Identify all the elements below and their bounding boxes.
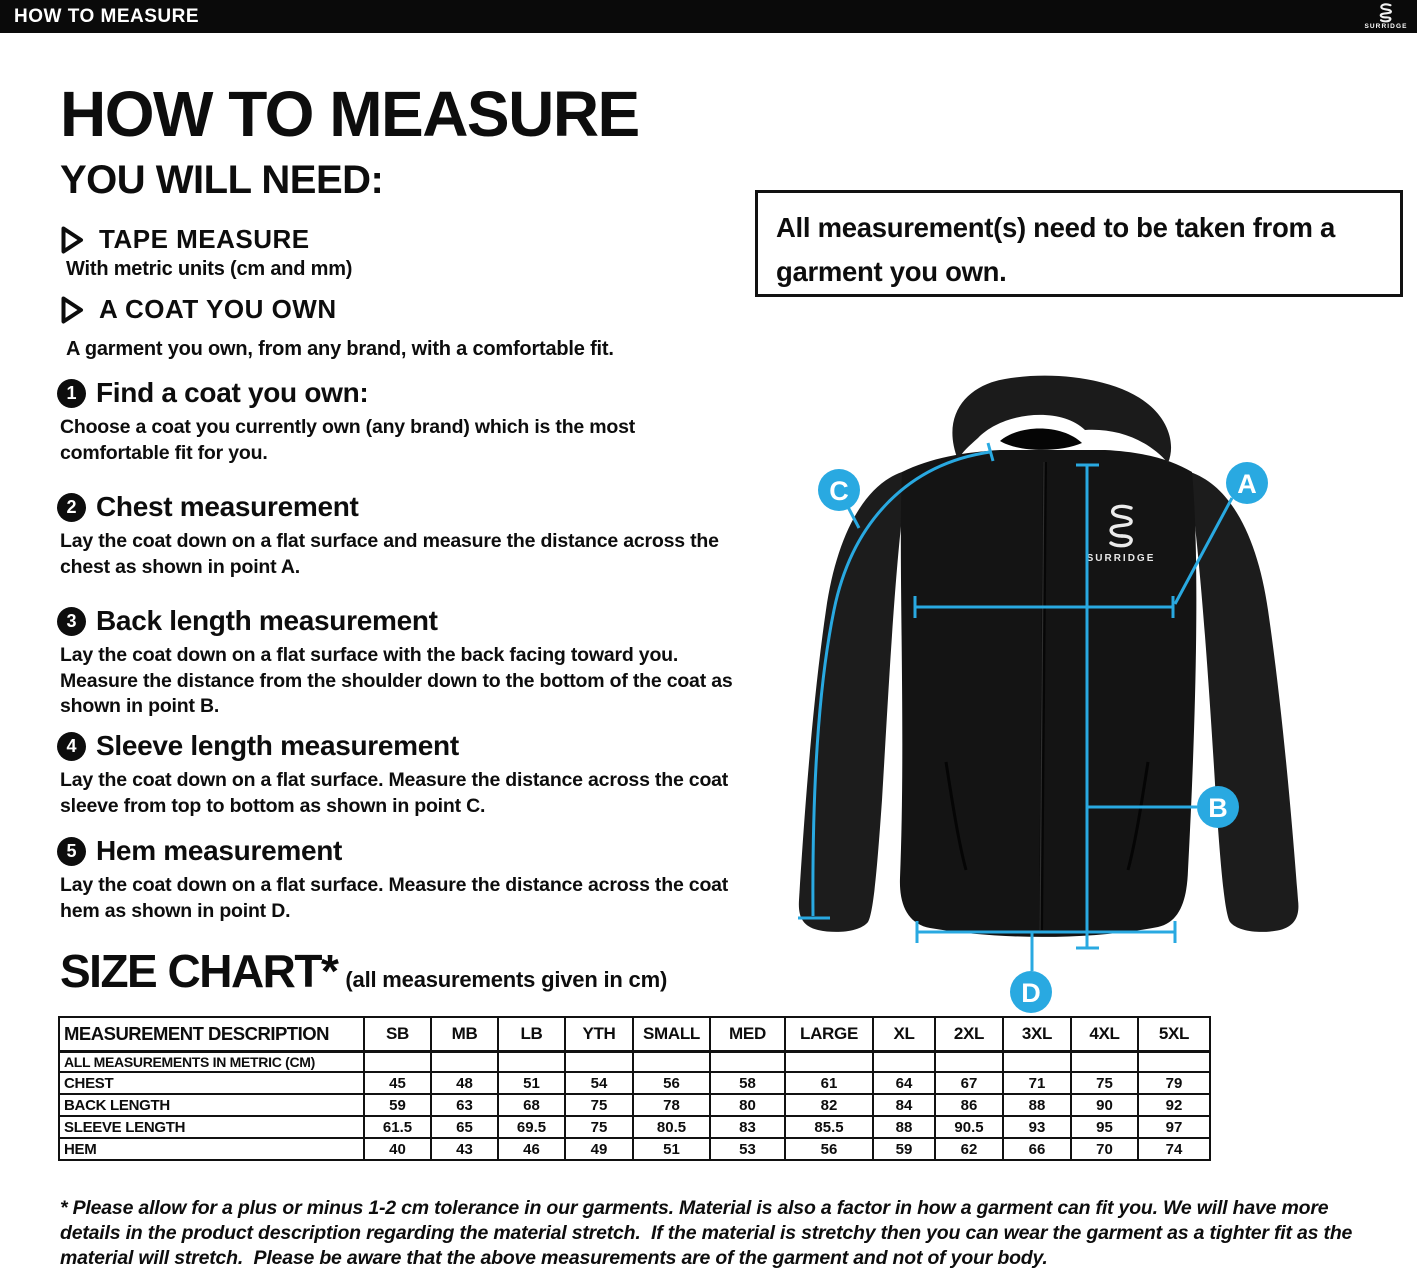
measurement-value-cell: 51 [633,1138,710,1160]
requirement-coat [60,294,337,325]
step-title: Sleeve length measurement [96,730,459,761]
column-header-size: 3XL [1003,1017,1071,1051]
requirement-description: A garment you own, from any brand, with a comfortable fit. [66,338,614,360]
size-chart-data-row [59,1094,1210,1116]
callout-text: All measurement(s) need to be taken from a garment you own. [776,212,1335,287]
size-chart-subtitle: (all measurements given in cm) [345,967,668,992]
column-header-size: LB [498,1017,565,1051]
size-chart-data-row [59,1072,1210,1094]
measurement-value-cell: 43 [431,1138,498,1160]
measurement-value-cell: 74 [1138,1138,1210,1160]
empty-cell [1071,1051,1138,1072]
column-header-description: MEASUREMENT DESCRIPTION [59,1017,364,1051]
measurement-label-cell: SLEEVE LENGTH [59,1116,364,1138]
measurement-value-cell: 84 [873,1094,935,1116]
measurement-value-cell: 65 [431,1116,498,1138]
measurement-value-cell: 75 [565,1094,633,1116]
marker-a-label: A [1237,469,1257,499]
measurement-value-cell: 95 [1071,1116,1138,1138]
step-number-badge: 2 [57,493,86,522]
measurement-value-cell: 56 [785,1138,873,1160]
column-header-size: XL [873,1017,935,1051]
column-header-size: 4XL [1071,1017,1138,1051]
play-triangle-icon [60,295,85,325]
measurement-value-cell: 88 [873,1116,935,1138]
measurement-value-cell: 61.5 [364,1116,431,1138]
jacket-logo-wordmark: SURRIDGE [1086,553,1156,564]
measurement-value-cell: 64 [873,1072,935,1094]
measurement-callout-box [755,190,1403,297]
step-4 [57,731,755,819]
size-chart-title: SIZE CHART* [60,945,338,997]
size-chart-heading [60,945,668,997]
size-chart-body [59,1017,1210,1160]
measurement-value-cell: 70 [1071,1138,1138,1160]
column-header-size: SB [364,1017,431,1051]
top-bar [0,0,1417,33]
measurement-value-cell: 59 [364,1094,431,1116]
measurement-value-cell: 51 [498,1072,565,1094]
measurement-value-cell: 92 [1138,1094,1210,1116]
step-number-badge: 5 [57,837,86,866]
step-5 [57,836,755,924]
measurement-value-cell: 56 [633,1072,710,1094]
you-will-need-heading: YOU WILL NEED: [60,158,384,202]
jacket-hood [952,376,1171,463]
measurement-value-cell: 80.5 [633,1116,710,1138]
measurement-value-cell: 68 [498,1094,565,1116]
measurement-value-cell: 88 [1003,1094,1071,1116]
measurement-value-cell: 45 [364,1072,431,1094]
empty-cell [1138,1051,1210,1072]
jacket-body [900,450,1196,937]
size-chart-data-row [59,1116,1210,1138]
step-number-badge: 4 [57,732,86,761]
metric-note-cell: ALL MEASUREMENTS IN METRIC (CM) [59,1051,364,1072]
measurement-value-cell: 80 [710,1094,785,1116]
measurement-value-cell: 58 [710,1072,785,1094]
column-header-size: 2XL [935,1017,1003,1051]
surridge-wordmark: SURRIDGE [1364,23,1408,30]
measurement-label-cell: CHEST [59,1072,364,1094]
measurement-value-cell: 59 [873,1138,935,1160]
size-chart-header-row [59,1017,1210,1051]
measurement-value-cell: 85.5 [785,1116,873,1138]
column-header-size: LARGE [785,1017,873,1051]
empty-cell [710,1051,785,1072]
step-title: Find a coat you own: [96,377,369,408]
empty-cell [364,1051,431,1072]
step-3 [57,606,760,720]
tolerance-footnote: * Please allow for a plus or minus 1-2 cm tolerance in our garments. Material is also a factor in how a garment can fit you. We will have more details in the product description regarding the material stretch. If the material is stretchy then you can wear the garment as a tighter fit as the material will stretch. Please be aware that the above measurements are of the garment and not of your body. [60,1197,1358,1269]
step-2 [57,492,755,580]
measurement-label-cell: HEM [59,1138,364,1160]
step-title: Chest measurement [96,491,359,522]
jacket-measurement-diagram [758,358,1417,1018]
empty-cell [431,1051,498,1072]
step-body: Lay the coat down on a flat surface with the back facing toward you. Measure the distance from the shoulder down to the bottom of the coat as shown in point B. [60,644,733,717]
step-body: Lay the coat down on a flat surface and measure the distance across the chest as shown in point A. [60,530,719,578]
measurement-value-cell: 69.5 [498,1116,565,1138]
column-header-size: SMALL [633,1017,710,1051]
step-body: Lay the coat down on a flat surface. Measure the distance across the coat sleeve from top to bottom as shown in point C. [60,769,729,817]
empty-cell [498,1051,565,1072]
measurement-value-cell: 48 [431,1072,498,1094]
measurement-value-cell: 78 [633,1094,710,1116]
empty-cell [785,1051,873,1072]
step-number-badge: 3 [57,607,86,636]
measurement-value-cell: 63 [431,1094,498,1116]
marker-c-label: C [829,476,849,506]
surridge-mark-icon [1373,3,1399,24]
measurement-value-cell: 71 [1003,1072,1071,1094]
requirement-label: TAPE MEASURE [99,224,310,254]
measurement-value-cell: 66 [1003,1138,1071,1160]
column-header-size: MB [431,1017,498,1051]
empty-cell [1003,1051,1071,1072]
measurement-value-cell: 82 [785,1094,873,1116]
surridge-logo [1363,1,1409,32]
measurement-value-cell: 49 [565,1138,633,1160]
requirement-description: With metric units (cm and mm) [66,258,353,280]
step-body: Choose a coat you currently own (any brand) which is the most comfortable fit for you. [60,416,636,464]
measurement-value-cell: 61 [785,1072,873,1094]
step-title: Hem measurement [96,835,343,866]
measurement-label-cell: BACK LENGTH [59,1094,364,1116]
measurement-value-cell: 90.5 [935,1116,1003,1138]
empty-cell [565,1051,633,1072]
play-triangle-icon [60,225,85,255]
measurement-value-cell: 75 [565,1116,633,1138]
measurement-value-cell: 97 [1138,1116,1210,1138]
measurement-value-cell: 93 [1003,1116,1071,1138]
jacket-hood-opening [1000,428,1082,449]
measurement-value-cell: 54 [565,1072,633,1094]
marker-b-label: B [1208,793,1228,823]
page-title: HOW TO MEASURE [60,78,639,150]
measurement-value-cell: 40 [364,1138,431,1160]
requirement-tape-measure [60,224,310,255]
measurement-value-cell: 67 [935,1072,1003,1094]
empty-cell [873,1051,935,1072]
top-bar-title: HOW TO MEASURE [14,5,200,27]
column-header-size: MED [710,1017,785,1051]
measurement-value-cell: 53 [710,1138,785,1160]
column-header-size: YTH [565,1017,633,1051]
jacket-left-sleeve [799,472,904,932]
empty-cell [935,1051,1003,1072]
measurement-value-cell: 62 [935,1138,1003,1160]
empty-cell [633,1051,710,1072]
step-body: Lay the coat down on a flat surface. Measure the distance across the coat hem as shown in point D. [60,874,729,922]
size-chart-data-row [59,1138,1210,1160]
jacket-right-sleeve [1190,472,1298,932]
measurement-value-cell: 90 [1071,1094,1138,1116]
measurement-value-cell: 83 [710,1116,785,1138]
step-title: Back length measurement [96,605,438,636]
measurement-value-cell: 79 [1138,1072,1210,1094]
measurement-value-cell: 75 [1071,1072,1138,1094]
measurement-value-cell: 86 [935,1094,1003,1116]
requirement-label: A COAT YOU OWN [99,294,337,324]
measurement-value-cell: 46 [498,1138,565,1160]
step-1 [57,378,690,466]
column-header-size: 5XL [1138,1017,1210,1051]
step-number-badge: 1 [57,379,86,408]
size-chart-table [58,1016,1211,1161]
marker-d-label: D [1021,978,1041,1008]
size-chart-note-row [59,1051,1210,1072]
